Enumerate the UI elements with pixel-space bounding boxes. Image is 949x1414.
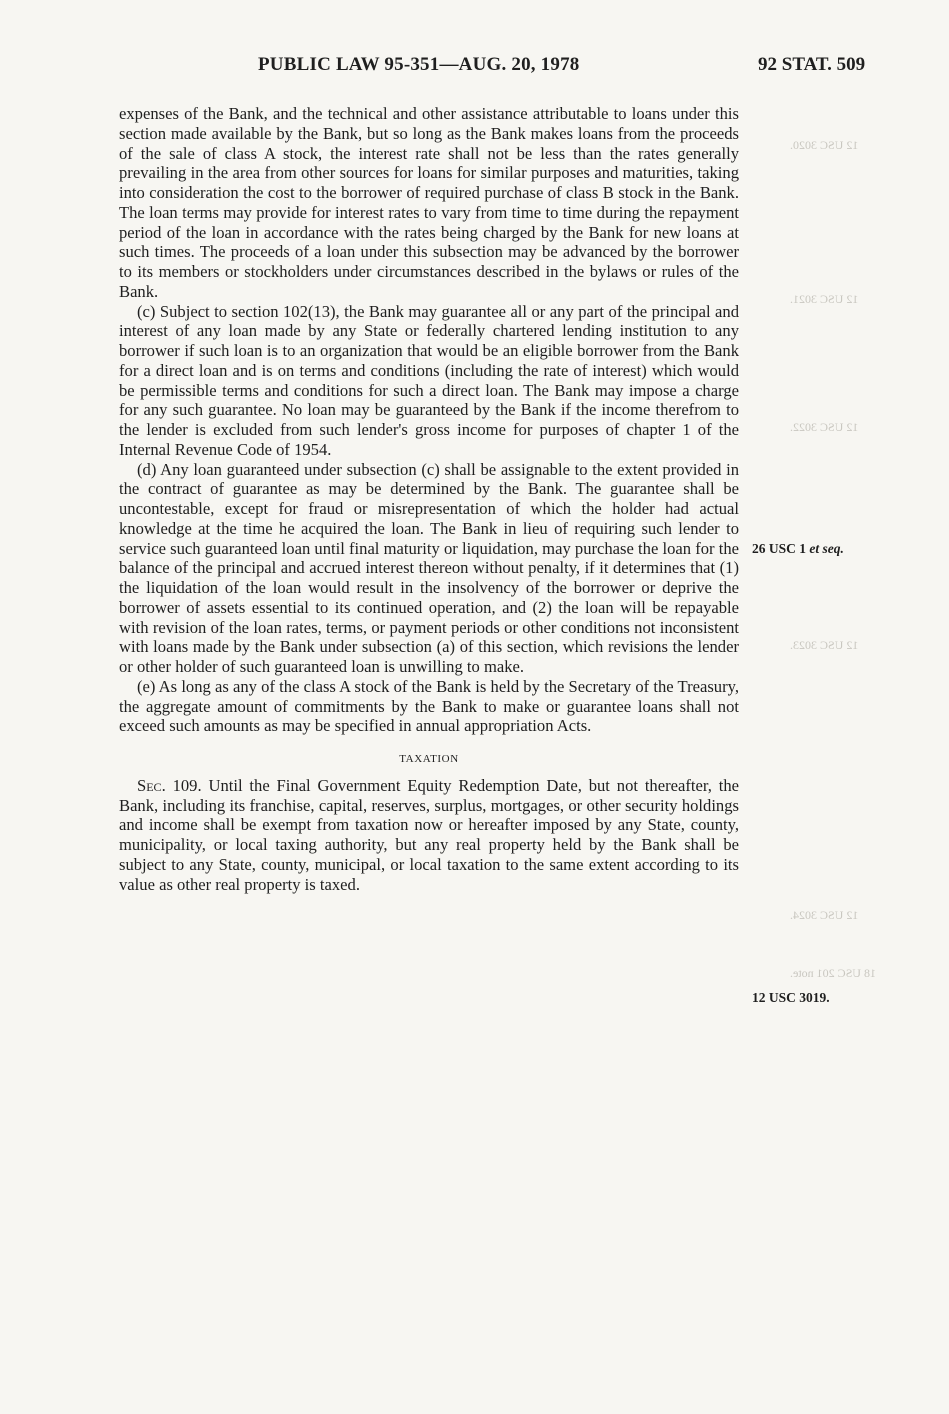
section-label: Sec. 109. xyxy=(137,775,202,795)
running-header xyxy=(0,54,949,84)
subsection-d: (d) Any loan guaranteed under subsection (c) shall be assignable to the extent provided in the contract of guarantee as may be determined by the Bank. The guarantee shall be uncontestable, except for fraud or misrepresentation of which the holder had actual knowledge at the time he acquired the loan. The Bank in lieu of requiring such lender to service such guaranteed loan until final maturity or liquidation, may purchase the loan for the balance of the principal and accrued interest thereon without penalty, if it determines that (1) the liquidation of the loan would result in the insolvency of the borrower or deprive the borrower of assets essential to its continued operation, and (2) the loan will be repayable with revision of the loan rates, terms, or payment periods or other conditions not inconsistent with loans made by the Bank under subsection (a) of this section, which revisions the lender or other holder of such guaranteed loan is unwilling to make. xyxy=(119,459,739,676)
section-109-text: Until the Final Government Equity Redemption Date, but not thereafter, the Bank, including its franchise, capital, reserves, surplus, mortgages, or other security holdings and income shall be exempt from taxation now or hereafter imposed by any State, county, municipality, or local taxing authority, but any real property held by the Bank shall be subject to any State, county, municipal, or local taxation to the same extent according to its value as other real property is taxed. xyxy=(119,775,739,894)
margin-note-26-usc xyxy=(752,541,844,557)
section-heading-taxation: TAXATION xyxy=(399,753,459,765)
show-through-note: 12 USC 3022. xyxy=(790,420,859,434)
header-title: PUBLIC LAW 95-351—AUG. 20, 1978 xyxy=(258,54,580,75)
show-through-note: 12 USC 3021. xyxy=(790,292,859,306)
section-109 xyxy=(119,776,739,895)
paragraph-continued: expenses of the Bank, and the technical and other assistance attributable to loans under this section made available by the Bank, but so long as the Bank makes loans from the proceeds of the sale of class A stock, the interest rate shall not be less than the rates generally prevailing in the area from other sources for loans for similar purposes and maturities, taking into consideration the cost to the borrower of required purchase of class B stock in the Bank. The loan terms may provide for interest rates to vary from time to time during the repayment period of the loan in accordance with the rates being charged by the Bank for new loans at such times. The proceeds of a loan under this subsection may be advanced by the borrower to its members or stockholders under circumstances described in the bylaws or rules of the Bank. xyxy=(119,104,739,301)
margin-note-et-seq: et seq. xyxy=(809,541,844,556)
body-text xyxy=(119,104,739,894)
statute-page-number: 92 STAT. 509 xyxy=(758,54,866,75)
subsection-e: (e) As long as any of the class A stock of the Bank is held by the Secretary of the Treasury, the aggregate amount of commitments by the Bank to make or guarantee loans shall not exceed such amounts as may be specified in annual appropriation Acts. xyxy=(119,676,739,736)
margin-note-12-usc-3019: 12 USC 3019. xyxy=(752,990,830,1005)
show-through-note: 12 USC 3023. xyxy=(790,638,859,652)
margin-note-citation: 26 USC 1 xyxy=(752,541,807,556)
subsection-c: (c) Subject to section 102(13), the Bank may guarantee all or any part of the principal and interest of any loan made by any State or federally chartered lending institution to any borrower if such loan is to an organization that would be an eligible borrower from the Bank for a direct loan and is on terms and conditions (including the rate of interest) which would be permissible terms and conditions for such a direct loan. The Bank may impose a charge for any such guarantee. No loan may be guaranteed by the Bank if the income therefrom to the lender is excluded from such lender's gross income for purposes of chapter 1 of the Internal Revenue Code of 1954. xyxy=(119,301,739,459)
show-through-note: 18 USC 201 note. xyxy=(790,966,877,980)
show-through-note: 12 USC 3020. xyxy=(790,138,859,152)
show-through-note: 12 USC 3024. xyxy=(790,908,859,922)
